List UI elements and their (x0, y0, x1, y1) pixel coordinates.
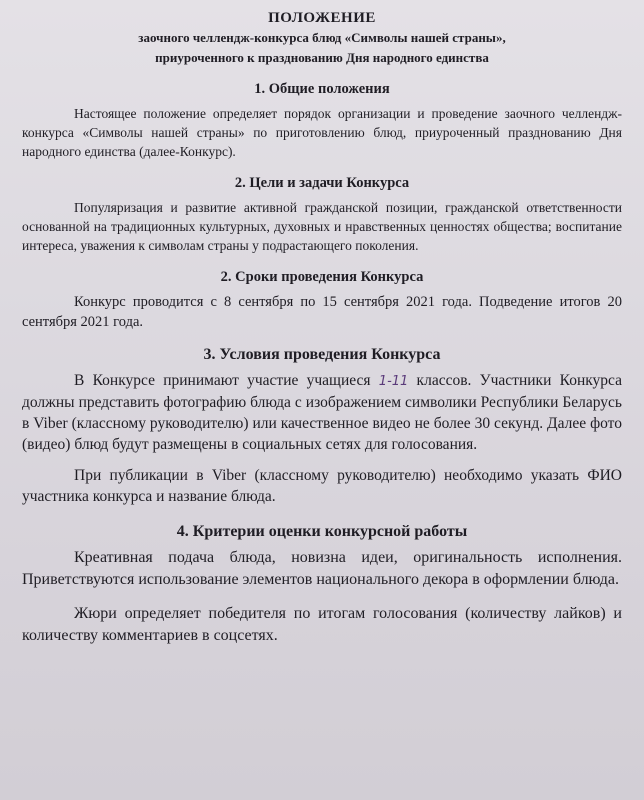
conditions-text-after: классов. Участники Конкурса должны представить фотографию блюда с изображением символики Республики Беларусь в Viber (классному руководителю) или качественное видео не более 30 секунд. Далее фото (видео) блюд будут размещены в социальных сетях для голосования. (22, 372, 622, 453)
section-heading-dates: 2. Сроки проведения Конкурса (220, 269, 424, 285)
section-general-paragraph: Настоящее положение определяет порядок организации и проведение заочного челлендж-конкурса «Символы нашей страны» по приготовлению блюд, приуроченный празднованию Дня народного единства (далее-Конкурс). (22, 106, 622, 159)
section-heading-general: 1. Общие положения (254, 81, 390, 97)
handwritten-grades: 1-11 (378, 374, 409, 389)
section-goals-paragraph: Популяризация и развитие активной гражданской позиции, гражданской ответственности основанной на традиционных культурных, духовных и нравственных ценностях общества; воспитание интереса, уважения к символам страны у подрастающего поколения. (22, 200, 622, 253)
section-conditions-paragraph-1 (22, 370, 622, 455)
section-criteria-paragraph-2: Жюри определяет победителя по итогам голосования (количеству лайков) и количеству комментариев в соцсетях. (22, 605, 622, 644)
section-heading-conditions: 3. Условия проведения Конкурса (203, 346, 441, 363)
conditions-text-before: В Конкурсе принимают участие учащиеся (74, 372, 379, 389)
section-conditions-paragraph-2: При публикации в Viber (классному руководителю) необходимо указать ФИО участника конкурса и название блюда. (22, 467, 622, 505)
section-dates-paragraph: Конкурс проводится с 8 сентября по 15 сентября 2021 года. Подведение итогов 20 сентября 2021 года. (22, 294, 622, 330)
document-title: ПОЛОЖЕНИЕ (268, 10, 376, 26)
section-criteria-paragraph-1: Креативная подача блюда, новизна идеи, оригинальность исполнения. Приветствуются использование элементов национального декора в оформлении блюда. (22, 549, 622, 588)
section-heading-goals: 2. Цели и задачи Конкурса (234, 175, 410, 191)
section-heading-criteria: 4. Критерии оценки конкурсной работы (176, 523, 468, 540)
document-subtitle-line-2: приуроченного к празднованию Дня народного единства (155, 50, 489, 65)
document-subtitle-line-1: заочного челлендж-конкурса блюд «Символы нашей страны», (138, 30, 506, 45)
